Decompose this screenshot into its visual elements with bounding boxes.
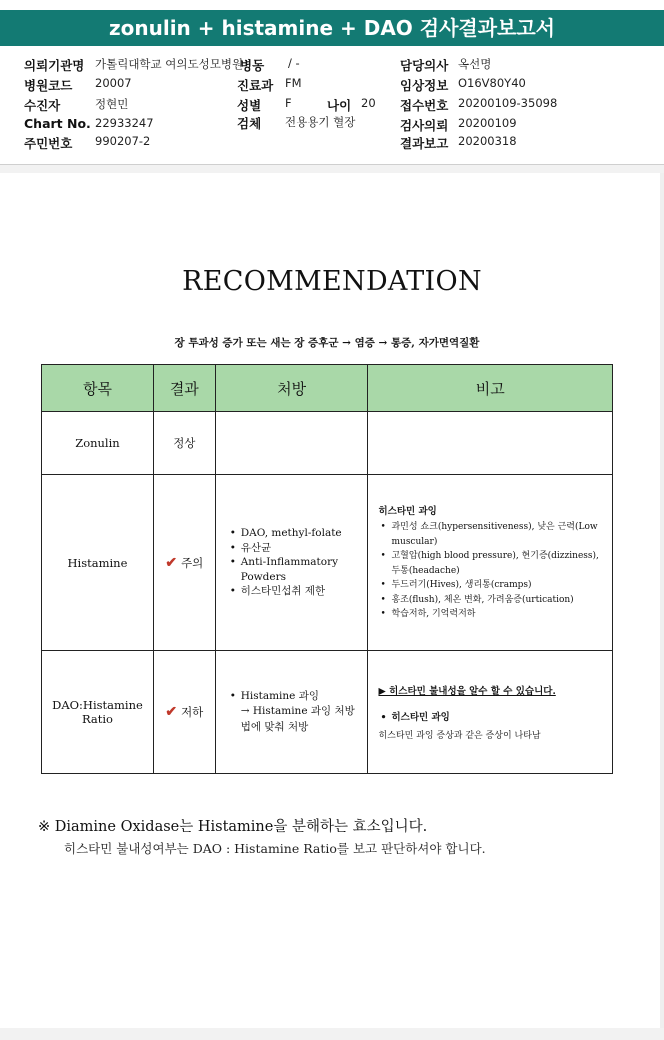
list-item: • 과민성 쇼크(hypersensitiveness), 낮은 근력(Low muscular) — [378, 520, 604, 549]
row-histamine-note — [368, 475, 613, 651]
department-label: 진료과 — [237, 78, 274, 93]
row-dao-ratio-item: DAO:Histamine Ratio — [42, 651, 154, 774]
page-right-edge — [660, 173, 664, 1040]
footer-note-line1: ※ Diamine Oxidase는 Histamine을 분해하는 효소입니다. — [38, 819, 428, 835]
recommendation-table — [41, 364, 613, 774]
institution-label: 의뢰기관명 — [24, 58, 85, 73]
note-subtext: 히스타민 과잉 증상과 같은 증상이 나타남 — [378, 730, 541, 741]
list-item: • Anti-Inflammatory Powders — [228, 555, 362, 584]
result-report-value: 20200318 — [458, 134, 517, 148]
table-row — [42, 651, 613, 774]
row-dao-ratio-result — [153, 651, 215, 774]
list-item: • 학습저하, 기억력저하 — [378, 607, 604, 622]
receipt-no-label: 접수번호 — [400, 98, 449, 113]
note-heading: 히스타민 과잉 — [378, 506, 437, 518]
examinee-value: 정현민 — [95, 97, 129, 111]
age-label: 나이 — [327, 98, 352, 113]
list-item: • Histamine 과잉 — [228, 689, 362, 704]
hospital-code-label: 병원코드 — [24, 78, 73, 93]
row-histamine-item: Histamine — [42, 475, 154, 651]
table-row — [42, 412, 613, 475]
ward-label: 병동 — [240, 58, 265, 73]
note-list — [378, 711, 604, 726]
row-dao-ratio-prescription — [215, 651, 368, 774]
prescription-list — [228, 526, 362, 599]
hospital-code-value: 20007 — [95, 76, 132, 90]
patient-info-panel — [0, 52, 664, 164]
header-item: 항목 — [42, 365, 154, 412]
row-zonulin-prescription — [215, 412, 368, 475]
ward-value: / - — [288, 56, 300, 70]
examinee-label: 수진자 — [24, 98, 61, 113]
test-request-value: 20200109 — [458, 116, 517, 130]
report-title: zonulin + histamine + DAO 검사결과보고서 — [0, 10, 664, 46]
header-result: 결과 — [153, 365, 215, 412]
result-value: 정상 — [173, 436, 196, 450]
check-mark-icon: ✔ — [165, 704, 178, 720]
row-histamine-result — [153, 475, 215, 651]
department-value: FM — [285, 76, 302, 90]
chart-no-value: 22933247 — [95, 116, 154, 130]
recommendation-subtitle: 장 투과성 증가 또는 새는 장 증후군 → 염증 → 통증, 자가면역질환 — [174, 337, 480, 349]
doctor-label: 담당의사 — [400, 58, 449, 73]
clinical-info-label: 임상정보 — [400, 78, 449, 93]
table-header-row — [42, 365, 613, 412]
list-item: • 히스타민섭취 제한 — [228, 584, 362, 599]
note-warning: ▶ 히스타민 불내성을 알수 할 수 있습니다. — [378, 686, 556, 698]
doctor-value: 옥선명 — [458, 57, 492, 71]
sex-label: 성별 — [237, 98, 262, 113]
result-value: 저하 — [181, 705, 204, 719]
table-row — [42, 475, 613, 651]
recommendation-title: RECOMMENDATION — [182, 266, 482, 297]
id-no-value: 990207-2 — [95, 134, 151, 148]
clinical-info-value: O16V80Y40 — [458, 76, 526, 90]
sex-value: F — [285, 96, 292, 110]
note-list — [378, 520, 604, 622]
row-zonulin-item: Zonulin — [42, 412, 154, 475]
check-mark-icon: ✔ — [165, 554, 178, 571]
specimen-label: 검체 — [237, 116, 262, 131]
chart-no-label: Chart No. — [24, 116, 91, 131]
prescription-subtext: → Histamine 과잉 처방법에 맞춰 처방 — [240, 705, 355, 734]
row-zonulin-note — [368, 412, 613, 475]
list-item: • 두드러기(Hives), 생리통(cramps) — [378, 578, 604, 593]
id-no-label: 주민번호 — [24, 136, 73, 151]
footer-note-line2: 히스타민 불내성여부는 DAO : Histamine Ratio를 보고 판단하셔야 합니다. — [64, 841, 486, 856]
list-item: • DAO, methyl-folate — [228, 526, 362, 541]
list-item: • 고혈압(high blood pressure), 현기증(dizziness), 두통(headache) — [378, 549, 604, 578]
header-note: 비고 — [368, 365, 613, 412]
header-prescription: 처방 — [215, 365, 368, 412]
page-bottom-edge — [0, 1028, 664, 1040]
receipt-no-value: 20200109-35098 — [458, 96, 558, 110]
test-request-label: 검사의뢰 — [400, 118, 449, 133]
row-zonulin-result — [153, 412, 215, 475]
row-histamine-prescription — [215, 475, 368, 651]
list-item: • 유산균 — [228, 541, 362, 556]
result-report-label: 결과보고 — [400, 136, 449, 151]
prescription-list — [228, 689, 362, 704]
list-item: • 홍조(flush), 체온 변화, 가려움증(urtication) — [378, 593, 604, 608]
list-item: • 히스타민 과잉 — [378, 711, 604, 726]
result-value: 주의 — [181, 555, 204, 570]
specimen-value: 전용용기 혈장 — [285, 115, 356, 129]
page-gap — [0, 165, 664, 173]
institution-value: 가톨릭대학교 여의도성모병원 — [95, 57, 244, 71]
age-value: 20 — [361, 96, 376, 110]
row-dao-ratio-note — [368, 651, 613, 774]
